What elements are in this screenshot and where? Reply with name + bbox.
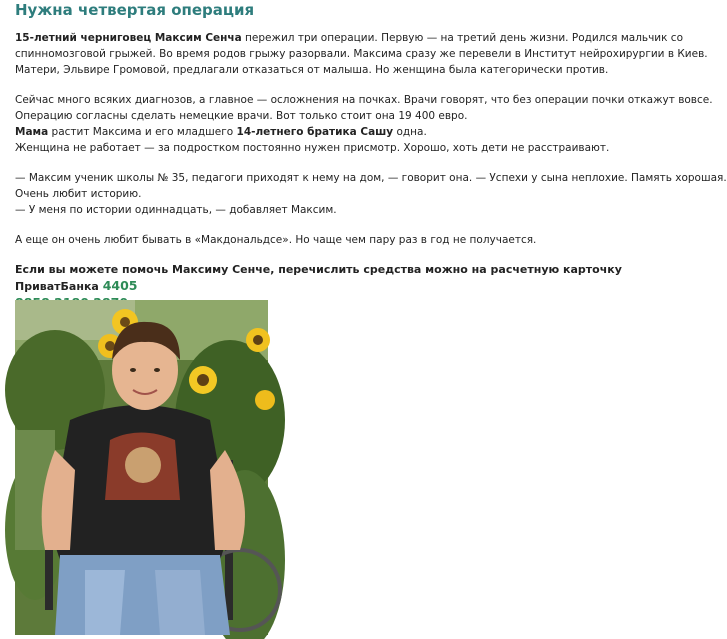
intro-line-3: Матери, Эльвире Громовой, предлагали отказаться от малыша. Но женщина была категорически против. [15,64,609,76]
intro-lead-bold: 15-летний черниговец Максим Сенча [15,32,242,44]
intro-line-2: спинномозговой грыжей. Во время родов грыжу разорвали. Максима сразу же перевели в Институт нейрохирургии в Киев. [15,48,708,60]
sunflower-5 [255,390,275,410]
paragraph-school [15,170,727,218]
diagnosis-line-1: Сейчас много всяких диагнозов, а главное — осложнения на почках. Врачи говорят, что без операции почки откажут вовсе. [15,94,713,106]
card-number-part-1: 4405 [102,278,138,293]
appeal-text: Если вы можете помочь Максиму Сенче, перечислить средства можно на расчетную карточку ПриватБанка [15,263,622,293]
mcdonalds-line: А еще он очень любит бывать в «Макдональдсе». Но чаще чем пару раз в год не получается. [15,234,537,246]
diagnosis-line-3-mid: растит Максима и его младшего [48,126,237,138]
school-line-1: — Максим ученик школы № 35, педагоги приходят к нему на дом, — говорит она. — Успехи у сына неплохие. Память хорошая. [15,172,727,184]
photo-boy-in-wheelchair [15,300,268,635]
diagnosis-line-2: Операцию согласны сделать немецкие врачи. Вот только стоит она 19 400 евро. [15,110,468,122]
photo-illustration [15,300,268,635]
paragraph-intro [15,30,708,78]
article-body [15,30,727,312]
intro-line-1-rest: пережил три операции. Первую — на третий день жизни. Родился мальчик со [241,32,683,44]
sunflower-3 [189,366,217,394]
school-line-2: Очень любит историю. [15,188,142,200]
diagnosis-line-4: Женщина не работает — за подростком постоянно нужен присмотр. Хорошо, хоть дети не расстраивают. [15,142,610,154]
mother-bold: Мама [15,126,49,138]
school-line-3: — У меня по истории одиннадцать, — добавляет Максим. [15,204,337,216]
brother-bold: 14-летнего братика Сашу [236,126,394,138]
sunflower-4 [246,328,270,352]
diagnosis-line-3 [15,124,635,140]
paragraph-mcdonalds [15,232,635,248]
article-heading: Нужна четвертая операция [15,1,255,19]
intro-line-1 [15,30,683,46]
paragraph-diagnosis [15,92,713,156]
diagnosis-line-3-end: одна. [393,126,427,138]
